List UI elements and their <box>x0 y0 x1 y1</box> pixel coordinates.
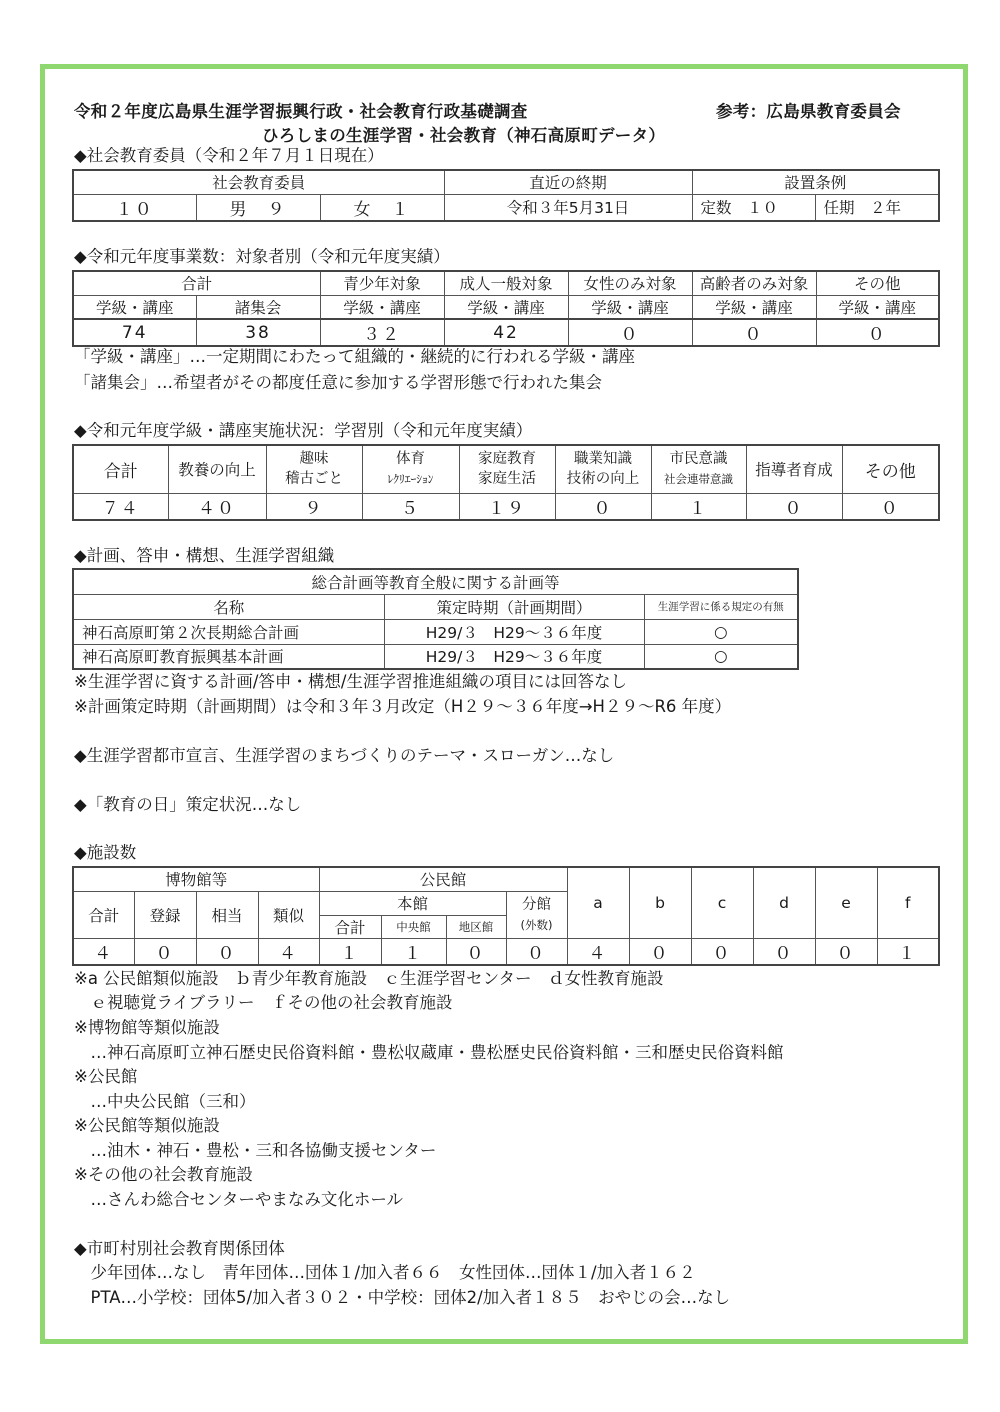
plan-provision: ○ <box>644 619 798 644</box>
header-other: その他 <box>842 445 939 493</box>
value-cell: ４ <box>567 938 629 965</box>
value-cell: ０ <box>506 938 567 965</box>
note-line: ※生涯学習に資する計画/答申・構想/生涯学習推進組織の項目には回答なし <box>74 672 627 691</box>
honkan-group: 本館 <box>319 891 506 915</box>
value-cell: ４ <box>73 938 134 965</box>
museum-group: 博物館等 <box>73 867 319 891</box>
document-subtitle: ひろしまの生涯学習・社会教育（神石高原町データ） <box>262 126 666 145</box>
col-f: f <box>877 867 939 938</box>
header-term-end: 直近の終期 <box>444 170 692 194</box>
group-youth: 青少年対象 <box>320 271 444 295</box>
value-cell: ７４ <box>73 493 168 520</box>
value-cell: １ <box>381 938 446 965</box>
museum-total: 合計 <box>73 891 134 938</box>
subheader: 学級・講座 <box>320 295 444 319</box>
note-line: 「学級・講座」…一定期間にわたって組織的・継続的に行われる学級・講座 <box>74 347 635 366</box>
subheader: 学級・講座 <box>444 295 568 319</box>
bunkan-header: 分館 (外数) <box>506 891 567 938</box>
group-other: その他 <box>816 271 939 295</box>
note-line: ※計画策定時期（計画期間）は令和３年３月改定（H２９～３６年度→H２９～R6 年度） <box>74 697 732 716</box>
organizations-line: 少年団体…なし 青年団体…団体１/加入者６６ 女性団体…団体１/加入者１６２ <box>74 1263 696 1282</box>
honkan-district: 地区館 <box>446 915 506 938</box>
kominkan-group: 公民館 <box>319 867 567 891</box>
plan-provision: ○ <box>644 644 798 669</box>
col-b: b <box>629 867 691 938</box>
plans-heading: ◆計画、答申・構想、生涯学習組織 <box>74 546 335 565</box>
committee-term: 任期 ２年 <box>815 194 939 221</box>
museum-similar: 類似 <box>258 891 319 938</box>
document-title: 令和２年度広島県生涯学習振興行政・社会教育行政基礎調査 <box>74 102 528 121</box>
header-hobby: 趣味 稽古ごと <box>266 445 362 493</box>
note-line: ｅ視聴覚ライブラリー ｆその他の社会教育施設 <box>74 993 453 1012</box>
value-cell: ０ <box>691 938 753 965</box>
note-line: ※博物館等類似施設 <box>74 1018 220 1037</box>
committee-female: 女 １ <box>320 194 444 221</box>
note-line: …神石高原町立神石歴史民俗資料館・豊松収蔵庫・豊松歴史民俗資料館・三和歴史民俗資料館 <box>74 1043 784 1062</box>
museum-equivalent: 相当 <box>196 891 258 938</box>
value-cell: ５ <box>362 493 459 520</box>
col-d: d <box>753 867 815 938</box>
projects-heading: ◆令和元年度事業数：対象者別（令和元年度実績） <box>74 247 450 266</box>
value-cell: １９ <box>459 493 555 520</box>
header-family: 家庭教育 家庭生活 <box>459 445 555 493</box>
note-line: ※公民館等類似施設 <box>74 1116 220 1135</box>
value-cell: １ <box>877 938 939 965</box>
museum-registered: 登録 <box>134 891 196 938</box>
group-adult: 成人一般対象 <box>444 271 568 295</box>
facilities-heading: ◆施設数 <box>74 843 137 862</box>
header-name: 名称 <box>73 594 384 619</box>
value-cell: ０ <box>555 493 651 520</box>
committee-total: １０ <box>73 194 196 221</box>
header-committee: 社会教育委員 <box>73 170 444 194</box>
note-line: ※その他の社会教育施設 <box>74 1165 253 1184</box>
col-c: c <box>691 867 753 938</box>
committee-male: 男 ９ <box>196 194 320 221</box>
value-cell: ０ <box>753 938 815 965</box>
value-cell: ４０ <box>168 493 266 520</box>
learning-heading: ◆令和元年度学級・講座実施状況：学習別（令和元年度実績） <box>74 421 533 440</box>
projects-table <box>72 270 940 347</box>
value-cell: 38 <box>196 319 320 346</box>
honkan-central: 中央館 <box>381 915 446 938</box>
subheader: 諸集会 <box>196 295 320 319</box>
value-cell: 42 <box>444 319 568 346</box>
value-cell: ０ <box>196 938 258 965</box>
header-vocational: 職業知識 技術の向上 <box>555 445 651 493</box>
note-line: …油木・神石・豊松・三和各協働支援センター <box>74 1141 437 1160</box>
value-cell: ０ <box>446 938 506 965</box>
committee-term-end: 令和３年5月31日 <box>444 194 692 221</box>
value-cell: ０ <box>568 319 692 346</box>
committee-heading: ◆社会教育委員（令和２年７月１日現在） <box>74 146 384 165</box>
col-a: a <box>567 867 629 938</box>
value-cell: 74 <box>73 319 196 346</box>
committee-quota: 定数 １０ <box>692 194 815 221</box>
col-e: e <box>815 867 877 938</box>
facilities-table <box>72 866 940 966</box>
header-period: 策定時期（計画期間） <box>384 594 644 619</box>
note-line: ※公民館 <box>74 1067 138 1086</box>
value-cell: １ <box>319 938 381 965</box>
honkan-total: 合計 <box>319 915 381 938</box>
subheader: 学級・講座 <box>73 295 196 319</box>
value-cell: ０ <box>692 319 816 346</box>
value-cell: ０ <box>746 493 842 520</box>
plan-period: H29/３ H29～３６年度 <box>384 644 644 669</box>
header-sports: 体育 ﾚｸﾘｴｰｼｮﾝ <box>362 445 459 493</box>
value-cell: ３２ <box>320 319 444 346</box>
learning-table <box>72 444 940 521</box>
value-cell: １ <box>651 493 746 520</box>
note-line: ※a 公民館類似施設 ｂ青少年教育施設 ｃ生涯学習センター ｄ女性教育施設 <box>74 969 664 988</box>
organizations-line: PTA…小学校：団体5/加入者３０２・中学校：団体2/加入者１８５ おやじの会…なし <box>74 1288 731 1307</box>
education-day-line: ◆「教育の日」策定状況…なし <box>74 795 302 814</box>
note-line: …中央公民館（三和） <box>74 1092 256 1111</box>
plans-table <box>72 568 799 670</box>
header-total: 合計 <box>73 445 168 493</box>
plan-name: 神石高原町教育振興基本計画 <box>73 644 384 669</box>
plan-name: 神石高原町第２次長期総合計画 <box>73 619 384 644</box>
value-cell: ０ <box>842 493 939 520</box>
header-leader: 指導者育成 <box>746 445 842 493</box>
subheader: 学級・講座 <box>568 295 692 319</box>
header-provision: 生涯学習に係る規定の有無 <box>644 594 798 619</box>
group-women: 女性のみ対象 <box>568 271 692 295</box>
note-line: …さんわ総合センターやまなみ文化ホール <box>74 1190 404 1209</box>
value-cell: ４ <box>258 938 319 965</box>
value-cell: ０ <box>815 938 877 965</box>
organizations-heading: ◆市町村別社会教育関係団体 <box>74 1239 285 1258</box>
reference-source: 参考：広島県教育委員会 <box>716 102 901 121</box>
subheader: 学級・講座 <box>692 295 816 319</box>
value-cell: ０ <box>629 938 691 965</box>
group-total: 合計 <box>73 271 320 295</box>
declaration-line: ◆生涯学習都市宣言、生涯学習のまちづくりのテーマ・スローガン…なし <box>74 746 615 765</box>
plan-period: H29/３ H29～３６年度 <box>384 619 644 644</box>
group-elderly: 高齢者のみ対象 <box>692 271 816 295</box>
subheader: 学級・講座 <box>816 295 939 319</box>
value-cell: ０ <box>134 938 196 965</box>
header-ordinance: 設置条例 <box>692 170 939 194</box>
committee-table <box>72 169 940 222</box>
header-culture: 教養の向上 <box>168 445 266 493</box>
value-cell: ０ <box>816 319 939 346</box>
note-line: 「諸集会」…希望者がその都度任意に参加する学習形態で行われた集会 <box>74 373 602 392</box>
header-civic: 市民意識 社会連帯意識 <box>651 445 746 493</box>
plans-table-title: 総合計画等教育全般に関する計画等 <box>73 569 798 594</box>
value-cell: ９ <box>266 493 362 520</box>
